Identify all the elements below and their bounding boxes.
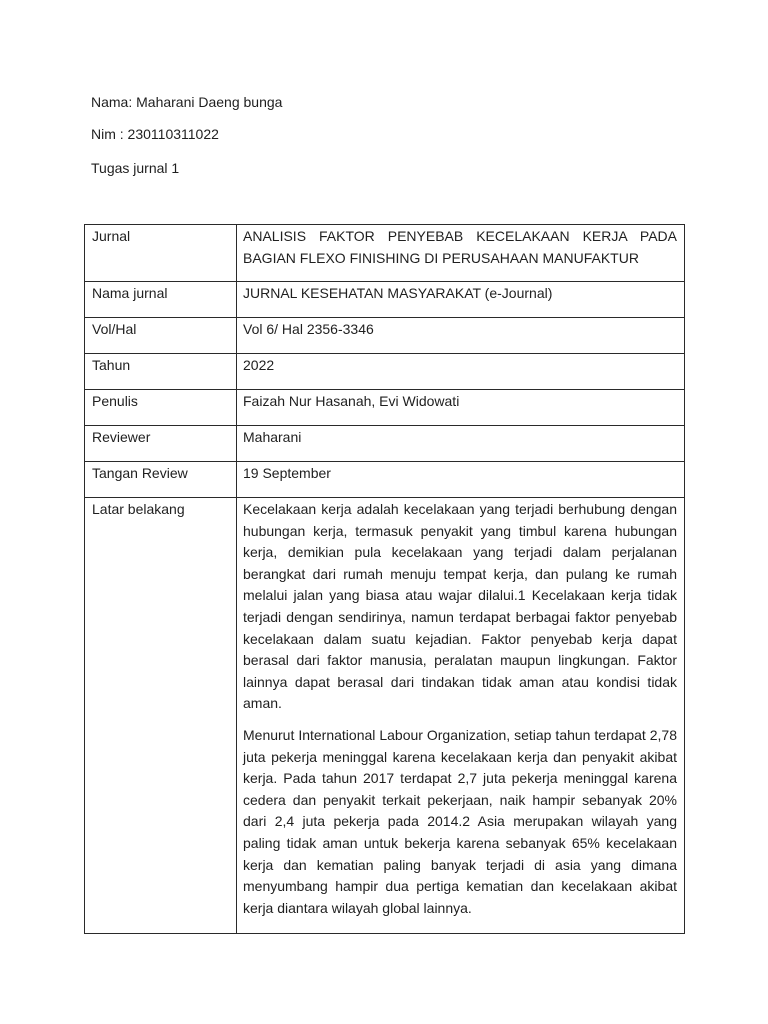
table-row-tahun	[85, 354, 685, 390]
student-name: Nama: Maharani Daeng bunga	[91, 94, 283, 110]
table-row-nama-jurnal	[85, 282, 685, 318]
row-label: Penulis	[85, 390, 237, 426]
table-row-jurnal	[85, 225, 685, 282]
row-value: Maharani	[237, 426, 685, 462]
student-nim: Nim : 230110311022	[91, 126, 219, 142]
row-label: Reviewer	[85, 426, 237, 462]
row-label: Tangan Review	[85, 462, 237, 498]
row-value: ANALISIS FAKTOR PENYEBAB KECELAKAAN KERJA PADA BAGIAN FLEXO FINISHING DI PERUSAHAAN MANUFAKTUR	[237, 225, 685, 282]
row-label: Vol/Hal	[85, 318, 237, 354]
row-label: Jurnal	[85, 225, 237, 282]
row-value: 2022	[237, 354, 685, 390]
row-value: JURNAL KESEHATAN MASYARAKAT (e-Journal)	[237, 282, 685, 318]
row-label: Nama jurnal	[85, 282, 237, 318]
assignment-title: Tugas jurnal 1	[91, 160, 180, 176]
journal-review-table	[84, 224, 685, 934]
row-label: Latar belakang	[85, 498, 237, 934]
table-row-reviewer	[85, 426, 685, 462]
background-paragraph-2: Menurut International Labour Organization, setiap tahun terdapat 2,78 juta pekerja meninggal karena kecelakaan kerja dan penyakit akibat kerja. Pada tahun 2017 terdapat 2,7 juta pekerja meninggal karena cedera dan penyakit terkait pekerjaan, naik hampir sebanyak 20% dari 2,4 juta pekerja pada 2014.2 Asia merupakan wilayah yang paling tidak aman untuk bekerja karena sebanyak 65% kecelakaan kerja dan kematian paling banyak terjadi di asia yang dimana menyumbang hampir dua pertiga kematian dan kecelakaan akibat kerja diantara wilayah global lainnya.	[243, 726, 677, 916]
table-row-vol-hal	[85, 318, 685, 354]
row-value: 19 September	[237, 462, 685, 498]
background-paragraph-1: Kecelakaan kerja adalah kecelakaan yang terjadi berhubung dengan hubungan kerja, termasuk penyakit yang timbul karena hubungan kerja, demikian pula kecelakaan yang terjadi dalam perjalanan berangkat dari rumah menuju tempat kerja, dan pulang ke rumah melalui jalan yang biasa atau wajar dilalui.1 Kecelakaan kerja tidak terjadi dengan sendirinya, namun terdapat berbagai faktor penyebab kecelakaan dalam suatu kejadian. Faktor penyebab kerja dapat berasal dari faktor manusia, peralatan maupun lingkungan. Faktor lainnya dapat berasal dari tindakan tidak aman atau kondisi tidak aman.	[243, 501, 677, 712]
table-row-tanggal-review	[85, 462, 685, 498]
row-label: Tahun	[85, 354, 237, 390]
row-value: Faizah Nur Hasanah, Evi Widowati	[237, 390, 685, 426]
row-value: Vol 6/ Hal 2356-3346	[237, 318, 685, 354]
table-row-latar-belakang	[85, 498, 685, 934]
row-value	[237, 498, 685, 934]
table-row-penulis	[85, 390, 685, 426]
